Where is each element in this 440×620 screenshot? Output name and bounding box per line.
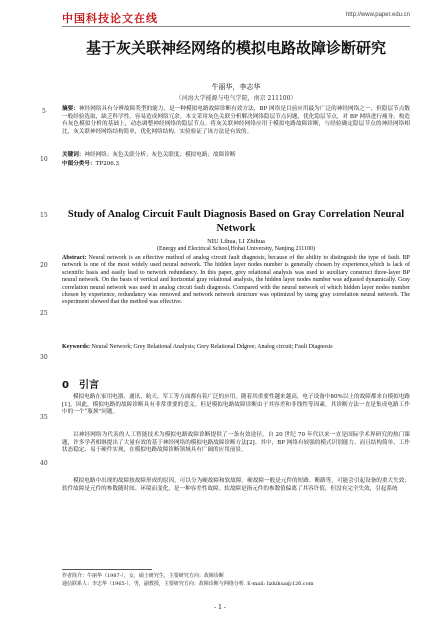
line-number: 5: [42, 108, 46, 115]
intro-paragraph: 模拟电路在家用电器、通讯、航天、军工等方面都有着广泛的应用，随着其重要性越来越高，电子设备中80%以上的故障都来自模拟电路[1]。因此，模拟电路的故障诊断具有非常重要的意义。但是模拟电路故障诊断由于其容差和非线性等因素，其诊断方法一直是集成电路工作中的一个“瓶颈”问题。: [62, 394, 410, 416]
footnote-author: 作者简介：牛丽华（1987-），女，硕士研究生，主要研究方向：故障诊断: [62, 573, 224, 579]
header-divider: [62, 26, 410, 27]
abstract-en-label: Abstract:: [62, 255, 87, 261]
line-number: 30: [40, 354, 48, 361]
footnote-contact: 通信联系人：李志华（1965-），男，副教授，主要研究方向：故障诊断与网络分析. E-mail: lizhihua@126.com: [62, 581, 314, 587]
intro-paragraph: 以神经网络为代表的人工智能技术为模拟电路故障诊断提供了一条有效途径。自 20 世纪 70 年代以来一直是国际学术界研究的热门课题，许多学者相继提出了大量有效的基于神经网络的模拟电路故障诊断方法[2]。其中，BP 网络有较强的模式识别能力、而且结构简单、工作状态稳定、易于硬件实现，在模拟电路故障诊断领域具有广阔的应用前景。: [62, 432, 410, 454]
clc-cn: [62, 161, 410, 169]
abstract-cn-label: 摘要：: [62, 106, 79, 112]
abstract-en-text: Neural network is an effective method of analog circuit fault diagnosis, because of the ability to distinguish the type of fault. BP network is one of the most widely used neural network. The hidden layer nodes number is generally chosen by experience,which is lack of scientific basis and easily lead to network redundancy. In this paper, grey relational analysis was used to auxiliary construct three-layer BP neural network. On the basis of vertical and horizontal gray relational analysis, the hidden layer nodes number was adjusted dynamically. Gray correlation neural network was used in analog circuit fault diagnosis. Compared with the neural network of which hidden layer nodes number chosen by experience, redundancy was removed and network network structure was optimized by using gray correlation neural network. The experiment showed that the method was effective.: [62, 255, 410, 306]
keywords-cn-text: 神经网络；灰色关联分析；灰色关联度；模拟电路；故障诊断: [84, 152, 236, 158]
footnote-divider: [62, 569, 152, 570]
journal-url[interactable]: http://www.paper.edu.cn: [345, 12, 410, 18]
journal-logo: 中国科技论文在线: [62, 12, 158, 25]
paper-title-cn: 基于灰关联神经网络的模拟电路故障诊断研究: [85, 39, 386, 57]
page-number: - 1 -: [214, 604, 226, 611]
authors-cn: 牛丽华，李志华: [211, 83, 261, 91]
paper-title-en: Study of Analog Circuit Fault Diagnosis Based on Gray Correlation Neural Network: [67, 209, 405, 234]
keywords-cn: [62, 152, 410, 160]
authors-en: NIU Lihua, LI Zhihua: [207, 238, 265, 245]
keywords-en-label: Keywords:: [62, 344, 90, 350]
abstract-en: [62, 255, 410, 307]
line-number: 40: [40, 460, 48, 467]
intro-paragraph: 模拟电路中出现的故障按故障形成的原因，可以分为硬故障和软故障。硬故障一般是元件的短路、断路等，可能会引起设备的重大失效；软件故障是元件的参数随时间、环境而变化，是一种容差性故障。软故障是指元件的参数值偏离了其容许值，但没有完全失效，引起系统: [62, 478, 410, 492]
line-number: 15: [40, 212, 48, 219]
clc-cn-label: 中图分类号：: [62, 161, 96, 167]
abstract-cn-text: 神经网络具有分辨故障类型的能力，是一种模拟电路故障诊断有效方法，BP 网络是目前应用最为广泛的神经网络之一，但隐层节点数一般经验选取，缺乏科学性，容易造成网络冗余。本文采用灰色关联分析解决网络隐层节点问题，优化隐层节点，对 BP 网络进行瘦身。构造有灰色模拟分析的基础上，动态调整神经网络的隐层节点。将灰关联神经网络应用于模拟电路故障诊断，与经验确定隐层节点的神经网络相比，灰关联神经网络结构简单，优化网络结构，实验验证了该方法是有效的。: [62, 106, 410, 135]
line-number: 25: [40, 310, 48, 317]
abstract-cn: [62, 106, 410, 136]
affiliation-en: (Energy and Electrical School,Hohai University, Nanjing 211100): [156, 246, 315, 252]
keywords-en-text: Neural Network; Grey Relational Analysis; Grey Relational Ddgree; Analog circuit; Fault Diagnosis: [91, 344, 333, 350]
line-number: 10: [40, 156, 48, 163]
keywords-cn-label: 关键词：: [62, 152, 85, 158]
section-number: 0: [62, 380, 69, 391]
affiliation-cn: （河海大学能源与电气学院，南京 211100）: [175, 95, 297, 102]
line-number: 35: [40, 414, 48, 421]
keywords-en: [62, 344, 410, 351]
section-title: 引言: [78, 380, 99, 391]
line-number: 20: [40, 262, 48, 269]
section-heading-intro: [62, 376, 109, 391]
clc-cn-text: TP206.3: [95, 161, 120, 167]
